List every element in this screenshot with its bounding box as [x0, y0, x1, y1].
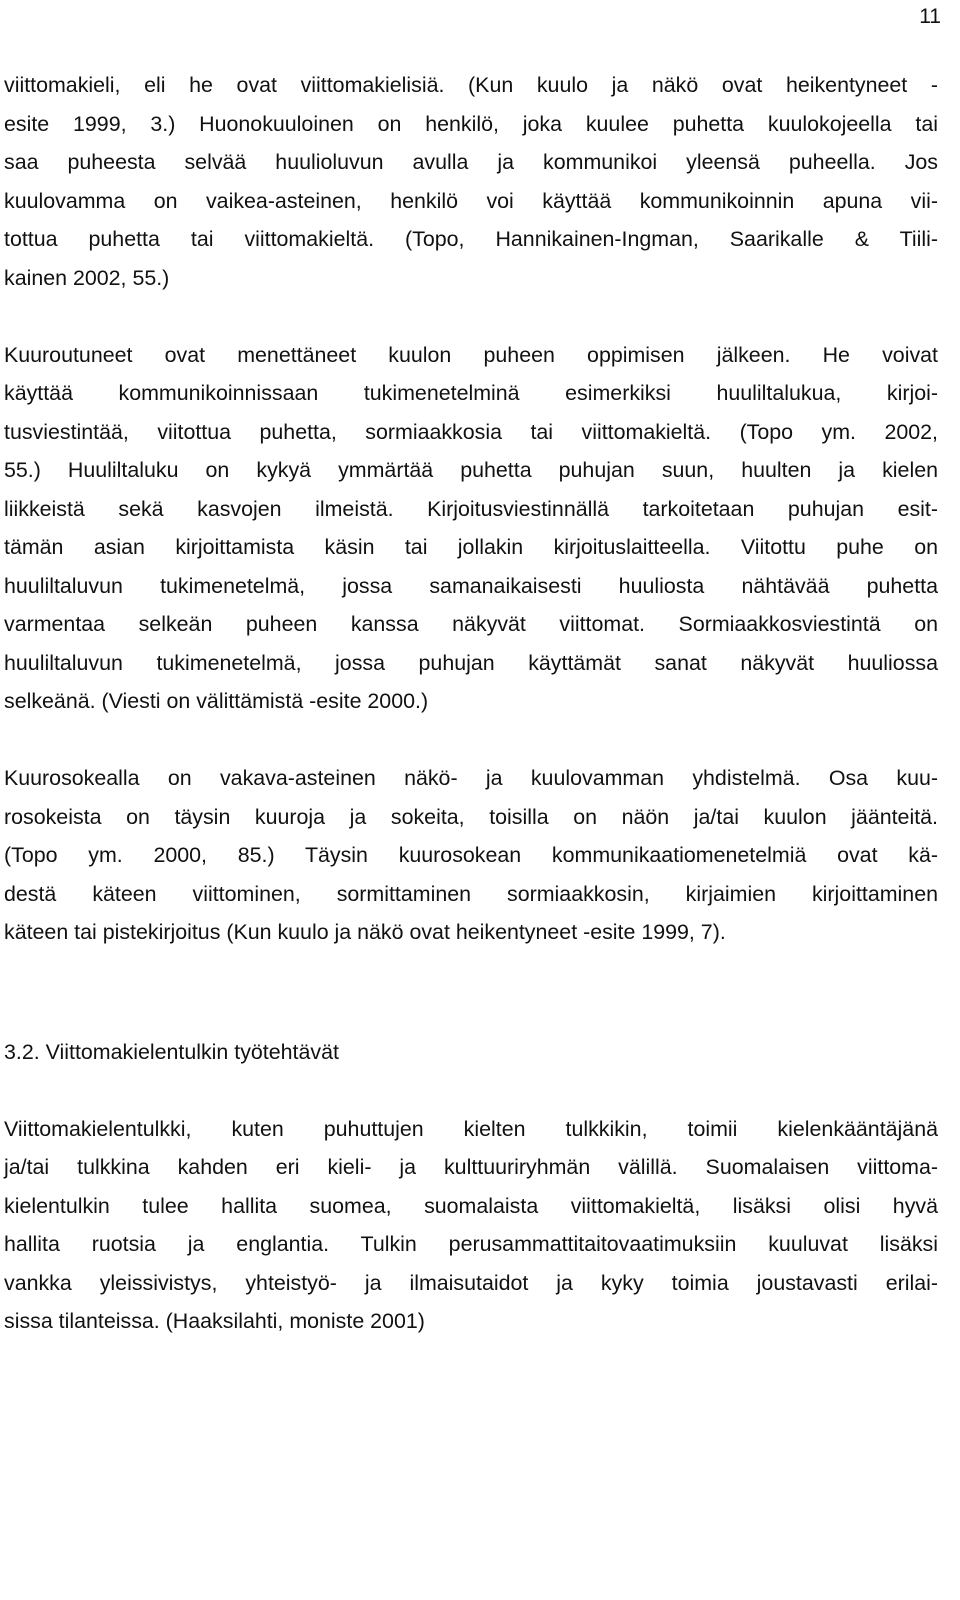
text-line: (Topo ym. 2000, 85.) Täysin kuurosokean kommunikaatiomenetelmiä ovat kä-	[4, 843, 938, 867]
text-line: esite 1999, 3.) Huonokuuloinen on henkilö, joka kuulee puhetta kuulokojeella tai	[4, 111, 938, 136]
text-line: Kuuroutuneet ovat menettäneet kuulon puheen oppimisen jälkeen. He voivat	[4, 342, 938, 367]
text-line: selkeänä. (Viesti on välittämistä -esite 2000.)	[4, 689, 429, 713]
text-line: saa puheesta selvää huulioluvun avulla ja kommunikoi yleensä puheella. Jos	[4, 150, 938, 174]
paragraph-spacer	[4, 1071, 938, 1110]
text-line: huuliltaluvun tukimenetelmä, jossa puhujan käyttämät sanat näkyvät huuliossa	[4, 650, 938, 675]
paragraph-spacer	[4, 721, 938, 760]
page-number: 11	[919, 5, 941, 28]
text-line: tottua puhetta tai viittomakieltä. (Topo, Hannikainen-Ingman, Saarikalle & Tiili-	[4, 227, 938, 251]
text-line: viittomakieli, eli he ovat viittomakielisiä. (Kun kuulo ja näkö ovat heikentyneet -	[4, 73, 938, 97]
paragraph-deafblind	[4, 759, 938, 952]
text-line: sissa tilanteissa. (Haaksilahti, moniste 2001)	[4, 1309, 425, 1333]
paragraph-spacer	[4, 297, 938, 336]
paragraph-deafened	[4, 336, 938, 721]
section-spacer	[4, 952, 938, 1029]
text-line: tämän asian kirjoittamista käsin tai jollakin kirjoituslaitteella. Viitottu puhe on	[4, 535, 938, 559]
text-line: rosokeista on täysin kuuroja ja sokeita, toisilla on näön ja/tai kuulon jäänteitä.	[4, 804, 938, 829]
section-heading: 3.2. Viittomakielentulkin työtehtävät	[4, 1039, 339, 1064]
text-line: liikkeistä sekä kasvojen ilmeistä. Kirjoitusviestinnällä tarkoitetaan puhujan esit-	[4, 496, 938, 521]
paragraph-interpreter	[4, 1110, 938, 1341]
text-line: Viittomakielentulkki, kuten puhuttujen kielten tulkkikin, toimii kielenkääntäjänä	[4, 1116, 938, 1141]
text-line: käyttää kommunikoinnissaan tukimenetelminä esimerkiksi huuliltalukua, kirjoi-	[4, 381, 938, 405]
text-line: tusviestintää, viitottua puhetta, sormiaakkosia tai viittomakieltä. (Topo ym. 2002,	[4, 419, 938, 444]
text-line: kuulovamma on vaikea-asteinen, henkilö voi käyttää kommunikoinnin apuna vii-	[4, 188, 938, 213]
text-line: vankka yleissivistys, yhteistyö- ja ilmaisutaidot ja kyky toimia joustavasti erilai-	[4, 1270, 938, 1295]
text-line: kielentulkin tulee hallita suomea, suomalaista viittomakieltä, lisäksi olisi hyvä	[4, 1193, 938, 1218]
text-line: destä käteen viittominen, sormittaminen sormiaakkosin, kirjaimien kirjoittaminen	[4, 881, 938, 906]
text-line: varmentaa selkeän puheen kanssa näkyvät viittomat. Sormiaakkosviestintä on	[4, 612, 938, 636]
paragraph-hearing-impaired	[4, 66, 938, 297]
text-line: käteen tai pistekirjoitus (Kun kuulo ja näkö ovat heikentyneet -esite 1999, 7).	[4, 920, 726, 944]
text-line: ja/tai tulkkina kahden eri kieli- ja kulttuuriryhmän välillä. Suomalaisen viittoma-	[4, 1155, 938, 1179]
document-body	[4, 66, 938, 1341]
text-line: 55.) Huuliltaluku on kykyä ymmärtää puhetta puhujan suun, huulten ja kielen	[4, 458, 938, 482]
text-line: huuliltaluvun tukimenetelmä, jossa samanaikaisesti huuliosta nähtävää puhetta	[4, 573, 938, 598]
text-line: kainen 2002, 55.)	[4, 265, 170, 290]
text-line: hallita ruotsia ja englantia. Tulkin perusammattitaitovaatimuksiin kuuluvat lisäksi	[4, 1232, 938, 1256]
text-line: Kuurosokealla on vakava-asteinen näkö- ja kuulovamman yhdistelmä. Osa kuu-	[4, 766, 938, 790]
